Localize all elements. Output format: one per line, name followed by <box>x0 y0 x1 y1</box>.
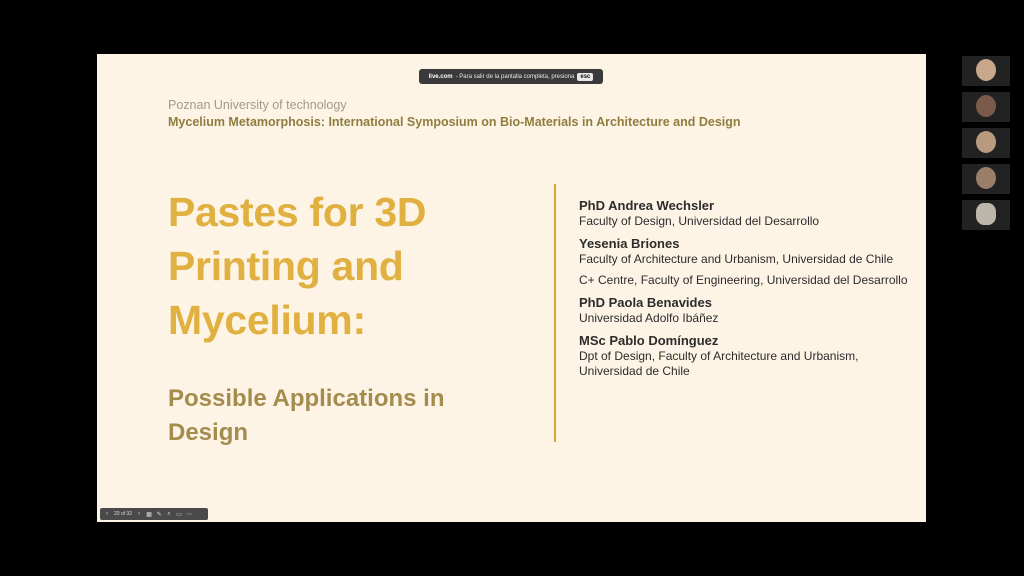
page-indicator: 20 of 32 <box>114 511 133 517</box>
author-affiliation: Dpt of Design, Faculty of Architecture and Urbanism, Universidad de Chile <box>579 349 859 378</box>
participant-video-tile[interactable] <box>962 92 1010 122</box>
grid-view-icon[interactable]: ▦ <box>146 511 152 518</box>
participant-avatar <box>976 59 996 81</box>
author-name: MSc Pablo Domínguez <box>579 333 719 348</box>
participant-avatar <box>976 131 996 153</box>
fullscreen-exit-banner <box>419 69 603 84</box>
zoom-icon[interactable]: ⌕ <box>167 510 171 517</box>
author-entry <box>579 273 909 288</box>
participant-video-tile[interactable] <box>962 200 1010 230</box>
banner-message: - Para salir de la pantalla completa, presiona <box>455 73 575 80</box>
slideshow-toolbar <box>100 508 208 520</box>
esc-key-badge[interactable]: esc <box>577 73 593 81</box>
organization-name: Poznan University of technology <box>168 98 347 112</box>
author-entry <box>579 294 909 326</box>
participant-video-tile[interactable] <box>962 56 1010 86</box>
slide-subtitle: Possible Applications in Design <box>168 385 445 446</box>
subtitles-icon[interactable]: ▭ <box>176 511 182 518</box>
participant-avatar <box>976 167 996 189</box>
author-name: PhD Andrea Wechsler <box>579 198 715 213</box>
author-name: PhD Paola Benavides <box>579 295 712 310</box>
author-entry <box>579 235 909 267</box>
participant-video-tile[interactable] <box>962 164 1010 194</box>
authors-list <box>579 197 909 385</box>
symposium-title: Mycelium Metamorphosis: International Symposium on Bio-Materials in Architecture and Design <box>168 115 741 129</box>
vertical-divider <box>554 184 556 442</box>
more-options-icon[interactable]: ⋯ <box>186 511 193 518</box>
participant-video-tile[interactable] <box>962 128 1010 158</box>
next-slide-icon[interactable]: › <box>138 511 141 517</box>
prev-slide-icon[interactable]: ‹ <box>106 511 108 517</box>
author-affiliation: Faculty of Design, Universidad del Desarrollo <box>579 214 820 228</box>
author-name: Yesenia Briones <box>579 236 680 251</box>
author-affiliation: C+ Centre, Faculty of Engineering, Universidad del Desarrollo <box>579 273 908 287</box>
author-affiliation: Faculty of Architecture and Urbanism, Universidad de Chile <box>579 252 894 266</box>
pen-icon[interactable]: ✎ <box>156 511 162 518</box>
author-entry <box>579 332 909 379</box>
author-entry <box>579 197 909 229</box>
presentation-slide <box>97 54 926 522</box>
participant-avatar <box>976 95 996 117</box>
banner-host: live.com <box>428 73 453 80</box>
author-affiliation: Universidad Adolfo Ibáñez <box>579 311 719 325</box>
slide-title: Pastes for 3D Printing and Mycelium: <box>168 189 427 343</box>
participant-avatar <box>976 203 996 225</box>
